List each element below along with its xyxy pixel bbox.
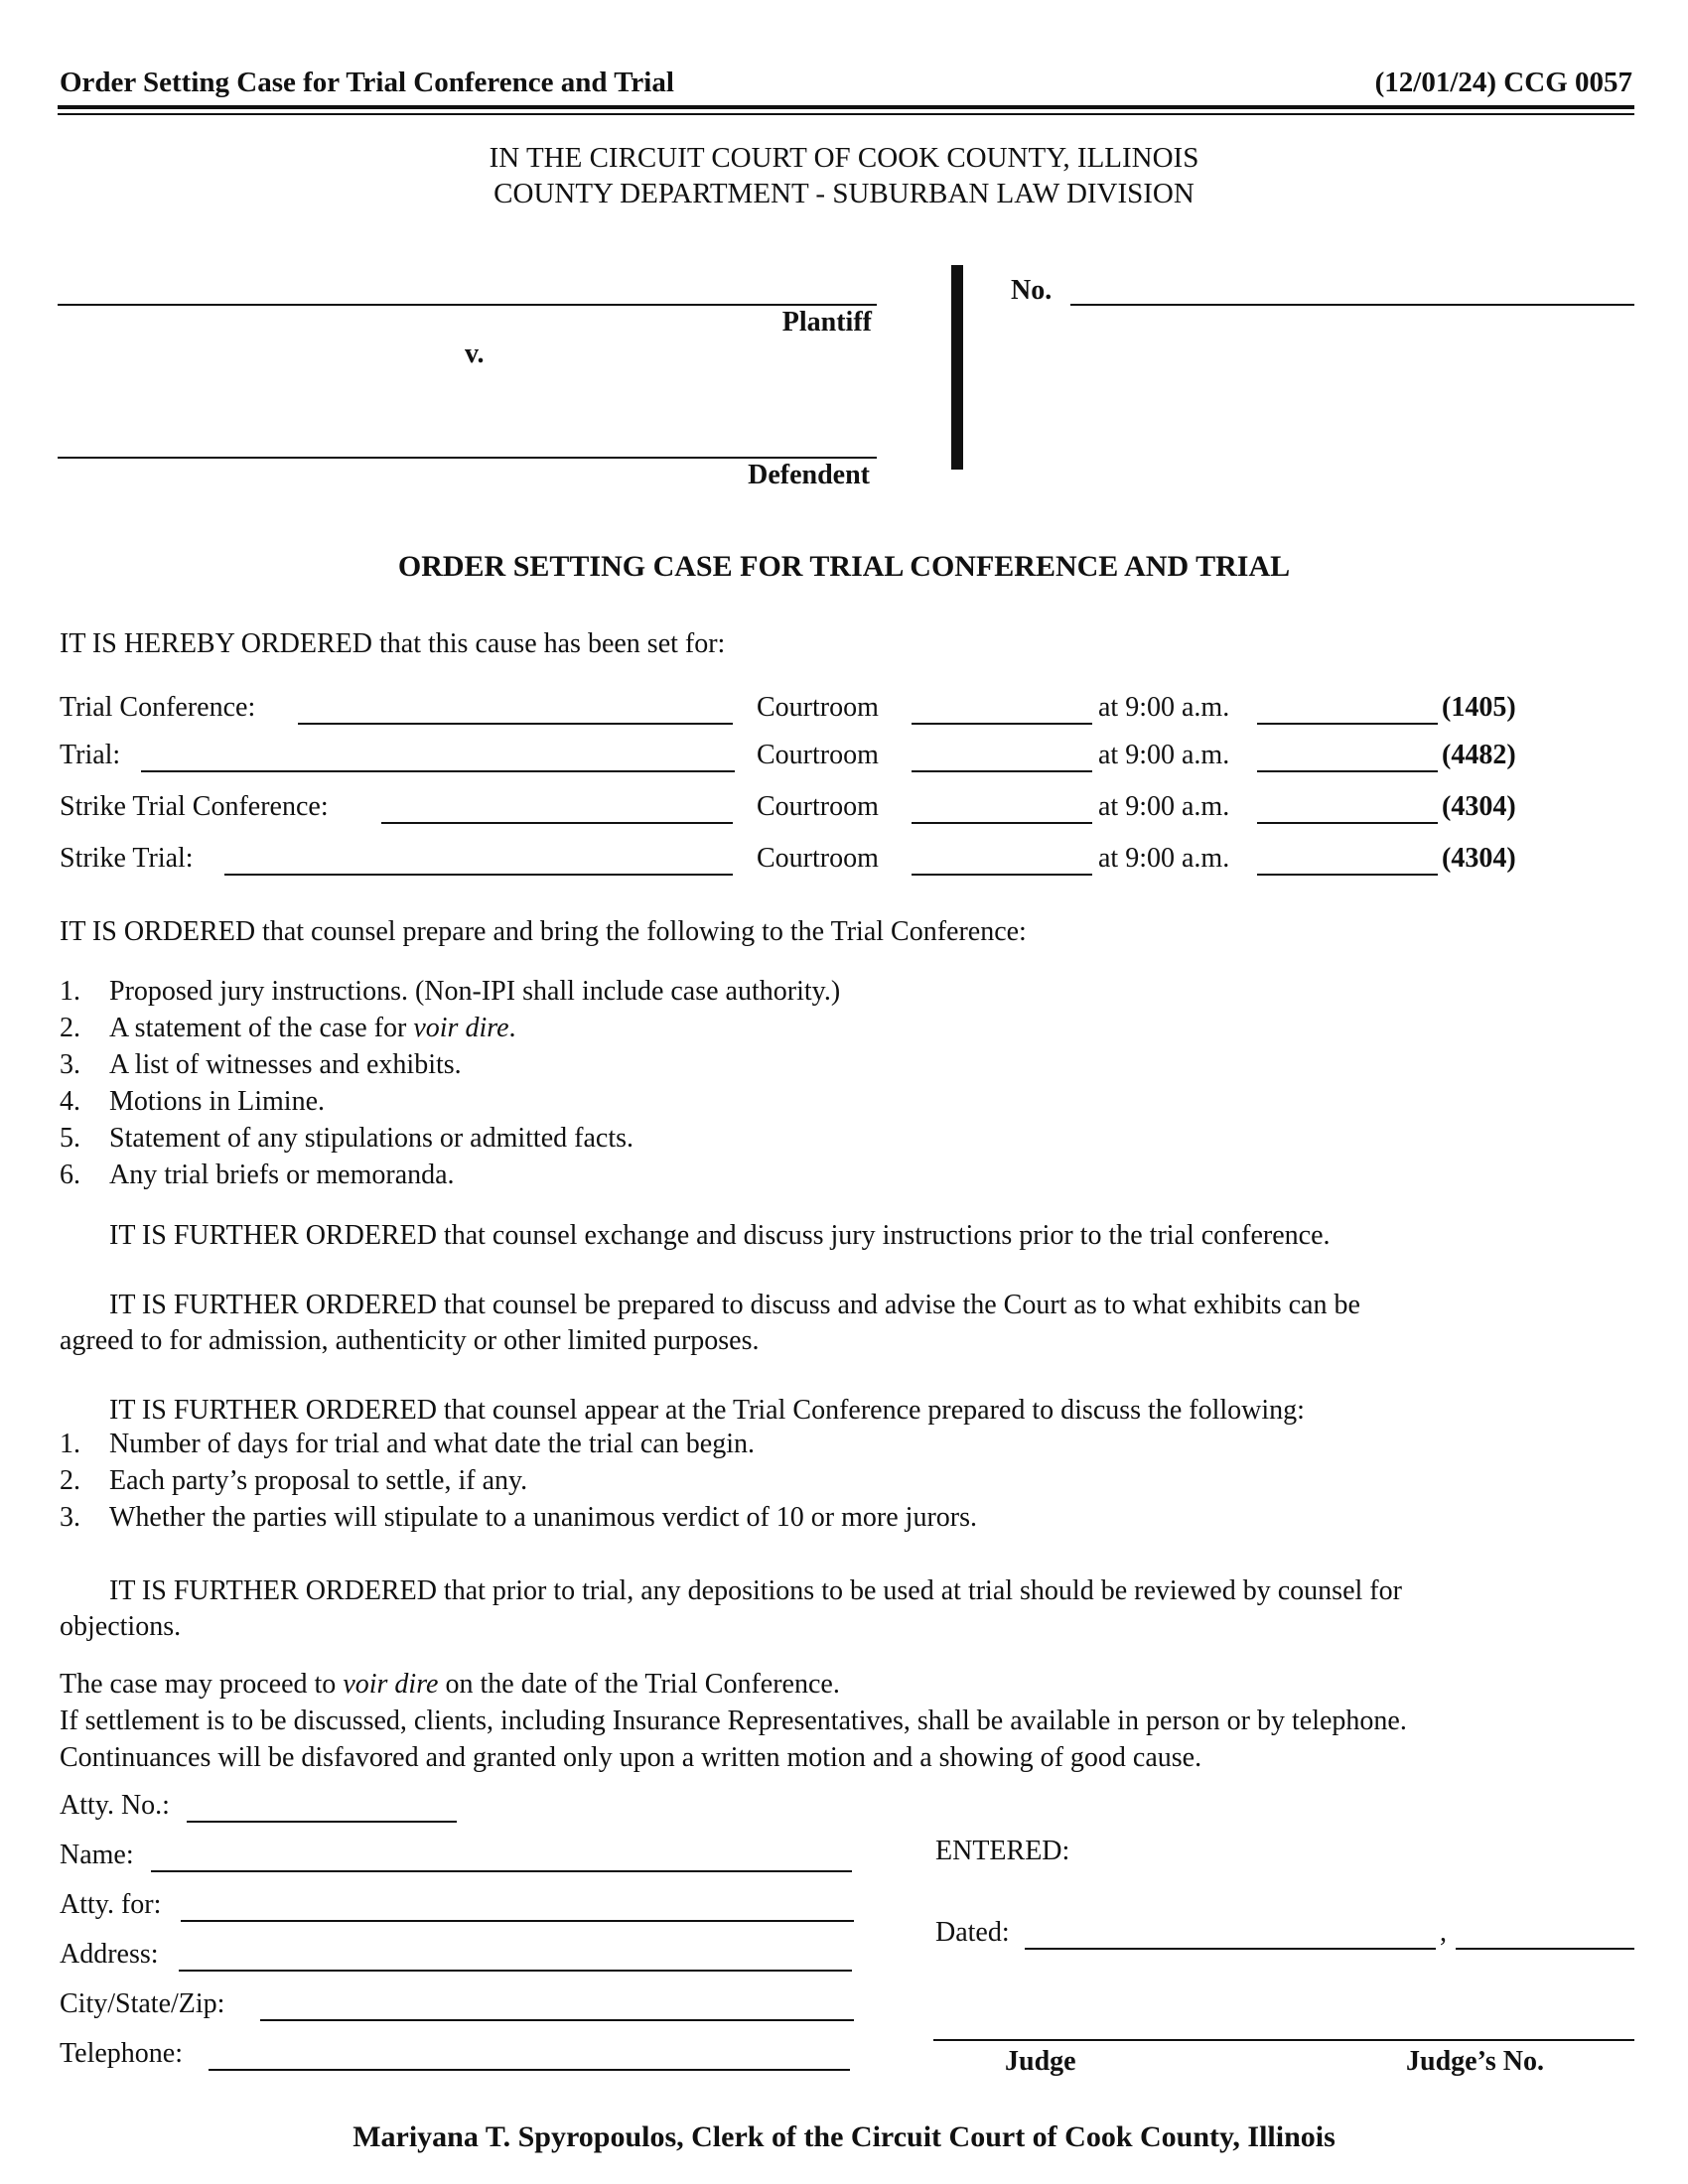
list-item: 3. A list of witnesses and exhibits. (60, 1049, 462, 1080)
setting-code: (4304) (1442, 791, 1516, 822)
strike-trial-extra-field[interactable] (1257, 874, 1438, 876)
courtroom-label: Courtroom (757, 740, 879, 770)
entered-label: ENTERED: (935, 1836, 1070, 1866)
voir-dire-note: The case may proceed to voir dire on the date of the Trial Conference. (60, 1669, 840, 1700)
strike-trial-date-field[interactable] (224, 874, 733, 876)
list-item: 4. Motions in Limine. (60, 1086, 325, 1117)
list-item: 5. Statement of any stipulations or admitted facts. (60, 1123, 633, 1154)
judge-signature-field[interactable] (933, 2039, 1634, 2041)
dated-year-field[interactable] (1456, 1948, 1634, 1950)
time-label: at 9:00 a.m. (1098, 692, 1230, 723)
judge-label: Judge (1005, 2046, 1076, 2077)
list-item: 3. Whether the parties will stipulate to a unanimous verdict of 10 or more jurors. (60, 1502, 977, 1533)
name-label: Name: (60, 1840, 134, 1870)
courtroom-label: Courtroom (757, 843, 879, 874)
trial-conference-courtroom-field[interactable] (912, 723, 1092, 725)
time-label: at 9:00 a.m. (1098, 740, 1230, 770)
list-item: 6. Any trial briefs or memoranda. (60, 1160, 455, 1190)
city-state-zip-field[interactable] (260, 2019, 854, 2021)
list-item: 1. Proposed jury instructions. (Non-IPI shall include case authority.) (60, 976, 841, 1007)
name-field[interactable] (151, 1870, 852, 1872)
atty-no-field[interactable] (187, 1821, 457, 1823)
atty-for-label: Atty. for: (60, 1889, 162, 1920)
plaintiff-field[interactable] (58, 304, 877, 306)
further-order-3: IT IS FURTHER ORDERED that counsel appear at the Trial Conference prepared to discuss the following: (109, 1395, 1305, 1426)
trial-conference-date-field[interactable] (298, 723, 733, 725)
list-item: 1. Number of days for trial and what date the trial can begin. (60, 1429, 755, 1459)
atty-no-label: Atty. No.: (60, 1790, 170, 1821)
city-state-zip-label: City/State/Zip: (60, 1988, 225, 2019)
further-order-2-cont: agreed to for admission, authenticity or other limited purposes. (60, 1325, 760, 1356)
telephone-label: Telephone: (60, 2038, 183, 2069)
settlement-note: If settlement is to be discussed, clients, including Insurance Representatives, shall be available in person or by telephone. (60, 1706, 1407, 1736)
caption-divider (951, 265, 963, 470)
versus-label: v. (465, 339, 485, 369)
case-no-field[interactable] (1070, 304, 1634, 306)
courtroom-label: Courtroom (757, 791, 879, 822)
setting-code: (1405) (1442, 692, 1516, 723)
setting-code: (4304) (1442, 843, 1516, 874)
setting-label: Trial: (60, 740, 121, 770)
prepare-intro: IT IS ORDERED that counsel prepare and bring the following to the Trial Conference: (60, 916, 1027, 947)
further-order-4: IT IS FURTHER ORDERED that prior to trial, any depositions to be used at trial should be reviewed by counsel for (109, 1575, 1402, 1606)
strike-trial-courtroom-field[interactable] (912, 874, 1092, 876)
judge-no-label: Judge’s No. (1406, 2046, 1544, 2077)
time-label: at 9:00 a.m. (1098, 843, 1230, 874)
trial-conference-extra-field[interactable] (1257, 723, 1438, 725)
trial-courtroom-field[interactable] (912, 770, 1092, 772)
plaintiff-label: Plantiff (781, 307, 872, 338)
dated-field[interactable] (1025, 1948, 1436, 1950)
dated-label: Dated: (935, 1917, 1010, 1948)
prepare-list (60, 973, 840, 1193)
trial-date-field[interactable] (141, 770, 735, 772)
dated-comma: , (1440, 1917, 1447, 1948)
further-order-2: IT IS FURTHER ORDERED that counsel be prepared to discuss and advise the Court as to what exhibits can be (109, 1290, 1360, 1320)
list-item: 2. Each party’s proposal to settle, if any. (60, 1465, 528, 1496)
order-intro: IT IS HEREBY ORDERED that this cause has been set for: (60, 628, 726, 659)
court-name: IN THE CIRCUIT COURT OF COOK COUNTY, ILLINOIS (489, 142, 1199, 174)
header-rule-thin (58, 113, 1634, 115)
address-label: Address: (60, 1939, 159, 1970)
courtroom-label: Courtroom (757, 692, 879, 723)
trial-extra-field[interactable] (1257, 770, 1438, 772)
setting-code: (4482) (1442, 740, 1516, 770)
form-id: (12/01/24) CCG 0057 (1374, 67, 1632, 98)
address-field[interactable] (179, 1970, 852, 1972)
clerk-footer: Mariyana T. Spyropoulos, Clerk of the Circuit Court of Cook County, Illinois (352, 2120, 1336, 2153)
further-order-1: IT IS FURTHER ORDERED that counsel exchange and discuss jury instructions prior to the trial conference. (109, 1220, 1331, 1251)
setting-label: Trial Conference: (60, 692, 256, 723)
setting-label: Strike Trial: (60, 843, 194, 874)
continuances-note: Continuances will be disfavored and granted only upon a written motion and a showing of good cause. (60, 1742, 1202, 1773)
time-label: at 9:00 a.m. (1098, 791, 1230, 822)
setting-label: Strike Trial Conference: (60, 791, 329, 822)
defendant-label: Defendent (748, 460, 870, 490)
strike-trial-conference-extra-field[interactable] (1257, 822, 1438, 824)
strike-trial-conference-date-field[interactable] (381, 822, 733, 824)
list-item: 2. A statement of the case for voir dire. (60, 1013, 516, 1043)
form-title: Order Setting Case for Trial Conference and Trial (60, 67, 674, 98)
discuss-list (60, 1426, 977, 1536)
further-order-4-cont: objections. (60, 1611, 182, 1642)
atty-for-field[interactable] (181, 1920, 854, 1922)
court-division: COUNTY DEPARTMENT - SUBURBAN LAW DIVISION (493, 178, 1195, 209)
header-rule-thick (58, 105, 1634, 109)
order-title: ORDER SETTING CASE FOR TRIAL CONFERENCE AND TRIAL (397, 550, 1291, 583)
case-no-label: No. (1011, 275, 1053, 306)
telephone-field[interactable] (209, 2069, 850, 2071)
strike-trial-conference-courtroom-field[interactable] (912, 822, 1092, 824)
